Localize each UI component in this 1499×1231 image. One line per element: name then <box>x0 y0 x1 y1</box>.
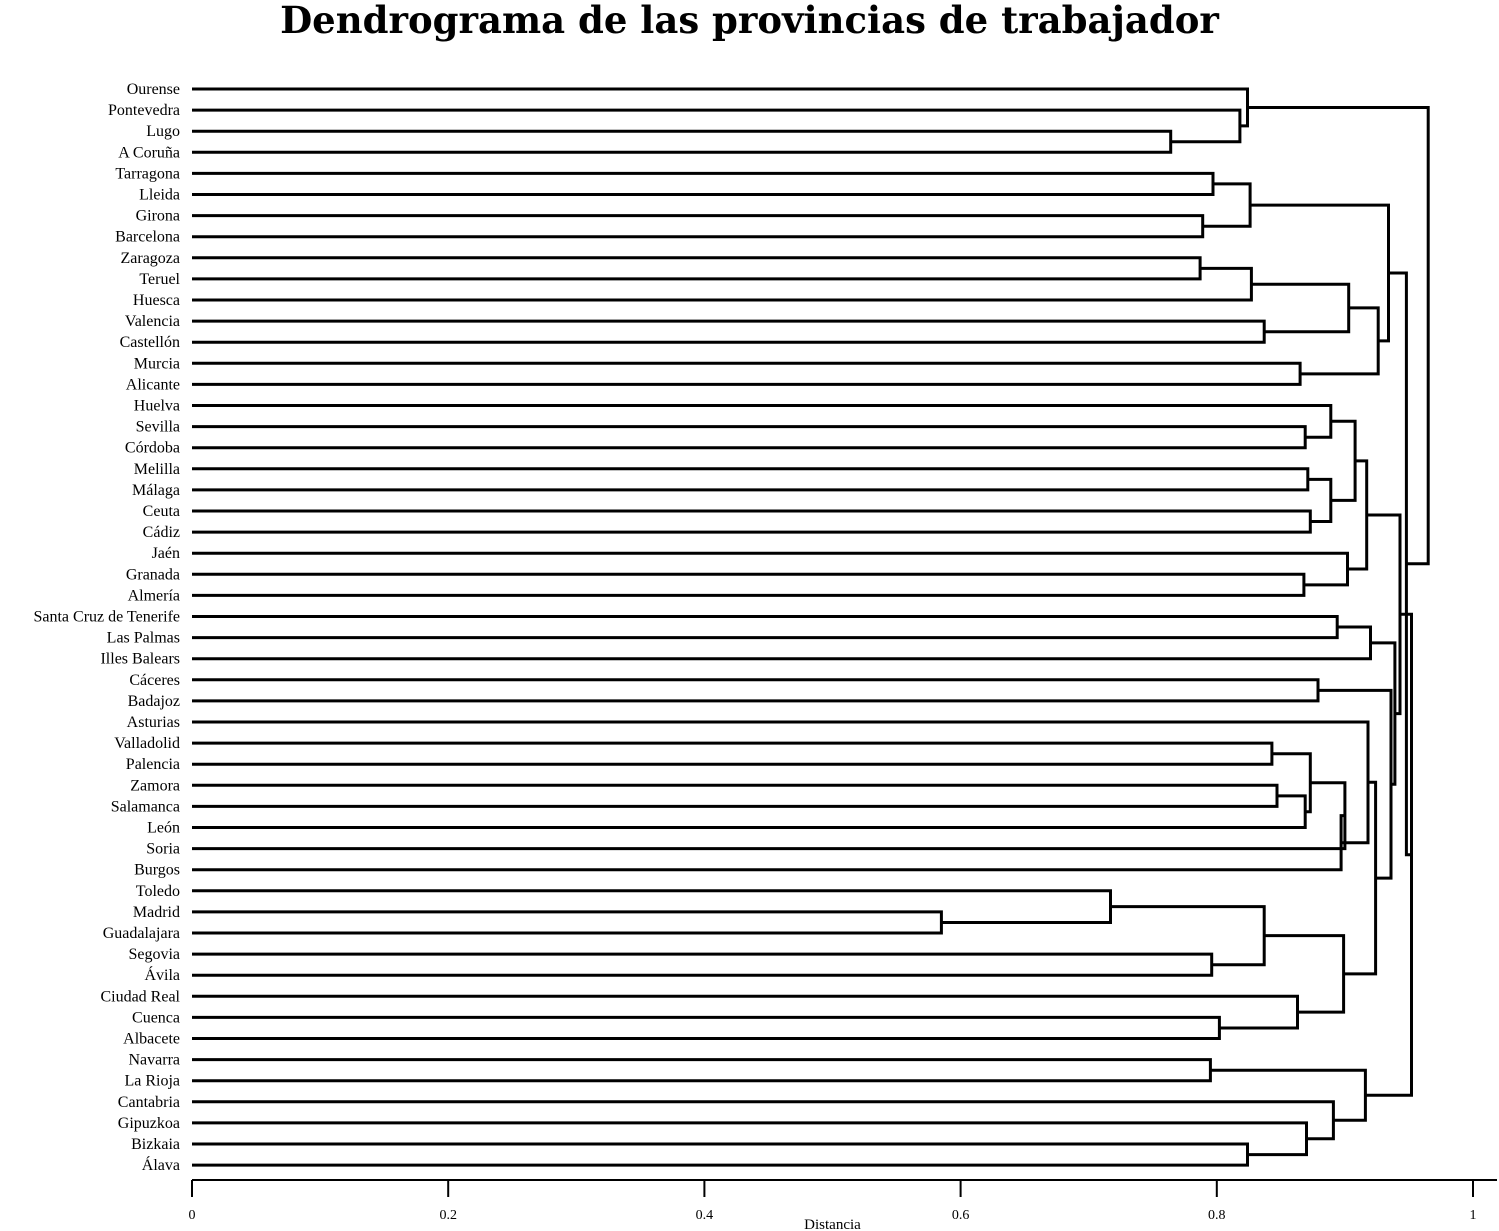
dendrogram-link <box>192 1060 1210 1081</box>
x-tick-label: 0.6 <box>951 1208 970 1223</box>
chart-title: Dendrograma de las provincias de trabajador <box>280 0 1219 42</box>
dendrogram-link <box>192 1144 1248 1165</box>
dendrogram-link <box>192 1017 1219 1038</box>
dendrogram-link <box>1210 1070 1365 1120</box>
leaf-label: León <box>147 819 180 837</box>
dendrogram-link <box>1264 936 1343 1013</box>
dendrogram-link <box>192 268 1251 300</box>
x-tick-label: 0.2 <box>439 1208 457 1223</box>
dendrogram-link <box>1344 782 1376 974</box>
x-tick-label: 0 <box>188 1208 196 1223</box>
leaf-label: Huelva <box>133 397 180 415</box>
leaf-label: Girona <box>135 207 180 225</box>
leaf-label: Burgos <box>134 861 180 879</box>
dendrogram-link <box>192 996 1298 1028</box>
dendrogram-link <box>192 954 1212 975</box>
dendrogram-link <box>192 680 1318 701</box>
dendrogram-link <box>192 427 1305 448</box>
leaf-label: Bizkaia <box>131 1136 180 1153</box>
dendrogram-link <box>192 785 1277 806</box>
leaf-label: Santa Cruz de Tenerife <box>33 608 180 626</box>
dendrogram-link <box>1251 284 1348 332</box>
leaf-label: Gipuzkoa <box>117 1114 180 1132</box>
dendrogram-link <box>1248 108 1429 564</box>
leaf-label: Pontevedra <box>108 102 180 120</box>
dendrogram-link <box>192 783 1345 849</box>
leaf-label: Ciudad Real <box>100 988 180 1006</box>
dendrogram-link <box>192 258 1200 279</box>
dendrogram-link <box>192 406 1331 438</box>
leaf-label: Barcelona <box>115 228 180 246</box>
dendrogram-link <box>192 1123 1307 1155</box>
dendrogram-link <box>192 796 1305 828</box>
dendrogram-link <box>1365 614 1411 1095</box>
leaf-label: Valencia <box>124 313 180 331</box>
links-layer <box>192 89 1428 1165</box>
leaf-label: Lleida <box>139 186 180 204</box>
dendrogram-link <box>1300 308 1378 374</box>
dendrogram-link <box>192 173 1213 194</box>
leaf-label: A Coruña <box>118 144 180 162</box>
leaf-label: Navarra <box>128 1051 180 1069</box>
dendrogram-link <box>192 891 1111 923</box>
leaf-label: Ourense <box>126 81 180 98</box>
leaf-labels <box>33 81 180 1174</box>
leaf-label: Las Palmas <box>106 629 180 647</box>
x-tick-label: 0.8 <box>1208 1208 1226 1223</box>
dendrogram-link <box>1331 421 1355 500</box>
dendrogram-link <box>192 131 1171 152</box>
dendrogram-link <box>192 574 1304 595</box>
leaf-label: Segovia <box>128 946 180 964</box>
leaf-label: Salamanca <box>110 798 180 816</box>
x-tick-label: 1 <box>1469 1208 1477 1223</box>
leaf-label: Zamora <box>130 777 180 795</box>
leaf-label: Asturias <box>126 714 180 731</box>
leaf-label: Cuenca <box>132 1009 180 1027</box>
dendrogram-link <box>1203 184 1250 226</box>
leaf-label: Badajoz <box>127 692 180 710</box>
leaf-label: Soria <box>146 840 180 858</box>
leaf-label: Teruel <box>139 270 180 288</box>
leaf-label: Tarragona <box>115 165 180 183</box>
dendrogram-link <box>1111 907 1265 965</box>
leaf-label: Madrid <box>132 903 180 921</box>
leaf-label: Toledo <box>135 882 180 900</box>
dendrogram-link <box>1348 461 1367 569</box>
leaf-label: Cáceres <box>129 671 180 689</box>
leaf-label: Córdoba <box>124 439 180 457</box>
dendrogram-link <box>192 511 1310 532</box>
leaf-label: Melilla <box>133 460 180 478</box>
dendrogram-link <box>192 743 1272 764</box>
leaf-label: Palencia <box>125 756 180 774</box>
leaf-label: Valladolid <box>114 735 180 753</box>
leaf-label: Cantabria <box>117 1093 180 1111</box>
leaf-label: Álava <box>141 1157 180 1175</box>
dendrogram-link <box>192 110 1240 142</box>
dendrogram-link <box>1250 205 1388 341</box>
x-tick-label: 0.4 <box>695 1208 714 1223</box>
dendrogram-link <box>192 469 1308 490</box>
dendrogram-link <box>192 617 1337 638</box>
dendrogram-link <box>192 89 1248 126</box>
leaf-label: La Rioja <box>124 1072 180 1090</box>
dendrogram-link <box>192 321 1264 342</box>
leaf-label: Huesca <box>132 292 180 309</box>
leaf-label: Zaragoza <box>120 249 180 267</box>
leaf-label: Sevilla <box>135 418 180 436</box>
leaf-label: Jaén <box>151 545 180 563</box>
dendrogram-link <box>192 912 941 933</box>
x-axis-label: Distancia <box>804 1217 861 1231</box>
leaf-label: Castellón <box>119 334 180 352</box>
leaf-label: Murcia <box>133 355 180 373</box>
dendrogram-link <box>192 627 1371 659</box>
leaf-label: Granada <box>125 566 180 584</box>
dendrogram-link <box>192 816 1345 870</box>
dendrogram-link <box>192 1102 1333 1139</box>
dendrogram-link <box>192 216 1203 237</box>
leaf-label: Málaga <box>132 481 180 499</box>
leaf-label: Ávila <box>144 967 180 985</box>
leaf-label: Albacete <box>123 1030 180 1048</box>
leaf-label: Illes Balears <box>100 650 180 668</box>
leaf-label: Almería <box>127 587 180 605</box>
dendrogram-link <box>192 363 1300 384</box>
leaf-label: Cádiz <box>142 524 180 542</box>
leaf-label: Alicante <box>125 376 180 394</box>
leaf-label: Guadalajara <box>102 925 180 942</box>
leaf-label: Lugo <box>146 123 180 141</box>
leaf-label: Ceuta <box>142 503 180 520</box>
dendrogram-link <box>192 722 1368 843</box>
dendrogram-link <box>192 553 1348 585</box>
